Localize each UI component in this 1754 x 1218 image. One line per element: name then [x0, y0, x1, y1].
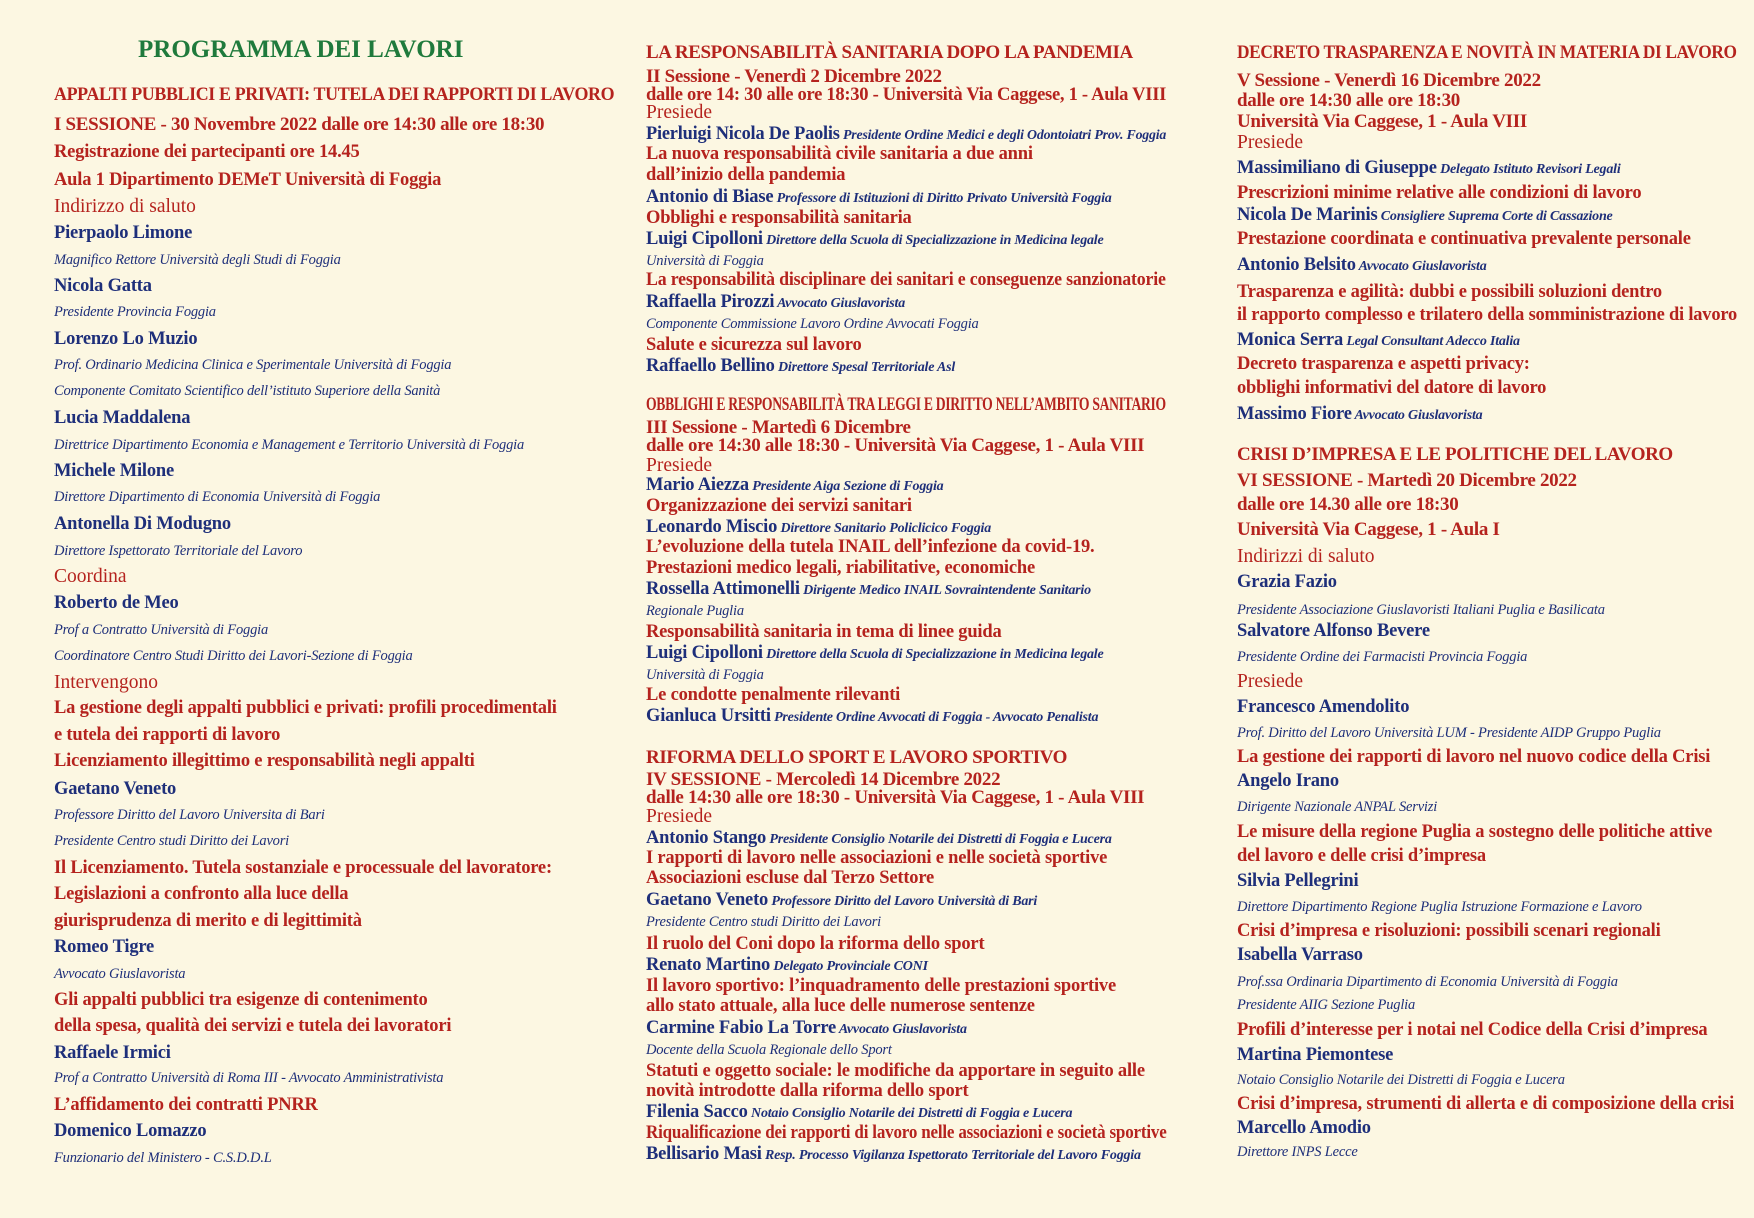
- speaker-role: [54, 544, 302, 559]
- speaker-name-text: Bellisario Masi: [646, 1143, 762, 1164]
- session-info-text: I SESSIONE - 30 Novembre 2022 dalle ore 14:30 alle ore 18:30: [54, 113, 545, 135]
- speaker-name-text: Pierpaolo Limone: [54, 222, 193, 243]
- talk-title: [1237, 748, 1710, 767]
- talk-title: [54, 885, 348, 904]
- speaker-name: [646, 707, 1098, 726]
- speaker-role: [54, 834, 289, 849]
- speaker-name-text: Michele Milone: [54, 460, 174, 481]
- speaker-role: [54, 305, 216, 320]
- speaker-name: [646, 188, 1112, 207]
- talk-title-text: Riqualificazione dei rapporti di lavoro nelle associazioni e società sportive: [646, 1122, 1167, 1143]
- speaker-name: [646, 829, 1112, 848]
- speaker-name: [646, 644, 1104, 663]
- speaker-role-inline: Avvocato Giuslavorista: [1354, 407, 1483, 423]
- speaker-role-inline: Professore Diritto del Lavoro Università di Bari: [771, 893, 1038, 909]
- talk-title-text: Obblighi e responsabilità sanitaria: [646, 207, 912, 228]
- speaker-role-text: Componente Commissione Lavoro Ordine Avvocati Foggia: [646, 316, 979, 332]
- speaker-name-text: Raffaele Irmici: [54, 1042, 171, 1063]
- speaker-role-inline: Presidente Aiga Sezione di Foggia: [752, 478, 944, 494]
- speaker-name-text: Lucia Maddalena: [54, 407, 191, 428]
- speaker-role-text: Prof. Ordinario Medicina Clinica e Sperimentale Università di Foggia: [54, 357, 452, 373]
- talk-title: [54, 912, 362, 931]
- speaker-role-text: Direttore Dipartimento di Economia Università di Foggia: [54, 489, 381, 505]
- speaker-name-text: Filenia Sacco: [646, 1101, 748, 1122]
- speaker-role-text: Prof a Contratto Università di Foggia: [54, 622, 268, 638]
- speaker-role-text: Prof.ssa Ordinaria Dipartimento di Economia Università di Foggia: [1237, 974, 1618, 990]
- speaker-name-text: Gianluca Ursitti: [646, 705, 771, 726]
- speaker-name: [646, 580, 1091, 599]
- speaker-name: [1237, 256, 1487, 275]
- speaker-name-text: Roberto de Meo: [54, 592, 179, 613]
- role-label-text: Presiede: [646, 101, 713, 123]
- speaker-name: [1237, 622, 1430, 641]
- role-label: [54, 567, 127, 587]
- talk-title: [646, 538, 1094, 557]
- session-info: [1237, 71, 1541, 90]
- speaker-role-inline: Presidente Ordine Medici e degli Odontoiatri Prov. Foggia: [843, 127, 1167, 143]
- speaker-name: [54, 938, 154, 957]
- speaker-role-inline: Delegato Provinciale CONI: [773, 958, 928, 974]
- speaker-role-text: Avvocato Giuslavorista: [54, 966, 186, 982]
- speaker-name-text: Grazia Fazio: [1237, 571, 1337, 592]
- role-label: [646, 456, 712, 476]
- speaker-role-inline: Delegato Istituto Revisori Legali: [1440, 161, 1621, 177]
- talk-title: [54, 991, 428, 1010]
- talk-title-text: Organizzazione dei servizi sanitari: [646, 495, 912, 516]
- section-heading-text: LA RESPONSABILITÀ SANITARIA DOPO LA PANDEMIA: [646, 41, 1133, 63]
- speaker-role: [54, 358, 451, 373]
- speaker-role: [1237, 1073, 1565, 1088]
- role-label: [1237, 133, 1303, 153]
- talk-title: [646, 497, 912, 516]
- speaker-name: [54, 409, 190, 428]
- speaker-role-text: Direttore Ispettorato Territoriale del Lavoro: [54, 543, 303, 559]
- speaker-role-text: Presidente AIIG Sezione Puglia: [1237, 997, 1416, 1013]
- speaker-name: [646, 293, 905, 312]
- role-label-text: Presiede: [1237, 131, 1304, 153]
- speaker-role-inline: Legal Consultant Adecco Italia: [1346, 333, 1520, 349]
- speaker-role: [1237, 726, 1661, 741]
- speaker-name: [1237, 698, 1409, 717]
- talk-title: [646, 869, 934, 888]
- talk-title-text: Il ruolo del Coni dopo la riforma dello sport: [646, 933, 985, 954]
- speaker-role-text: Componente Comitato Scientifico dell’istituto Superiore della Sanità: [54, 383, 441, 399]
- speaker-name: [1237, 331, 1520, 350]
- speaker-name-text: Gaetano Veneto: [54, 778, 177, 799]
- speaker-role: [54, 1071, 443, 1086]
- talk-title-text: Salute e sicurezza sul lavoro: [646, 334, 862, 355]
- talk-title-text: Crisi d’impresa e risoluzioni: possibili scenari regionali: [1237, 920, 1661, 941]
- speaker-role-text: Prof a Contratto Università di Roma III - Avvocato Amministrativista: [54, 1070, 444, 1086]
- speaker-name: [54, 330, 197, 349]
- role-label-text: Coordina: [54, 565, 127, 587]
- talk-title-text: Crisi d’impresa, strumenti di allerta e di composizione della crisi: [1237, 1093, 1735, 1114]
- speaker-name-text: Salvatore Alfonso Bevere: [1237, 620, 1430, 641]
- session-info-text: dalle ore 14: 30 alle ore 18:30 - Università Via Caggese, 1 - Aula VIII: [646, 83, 1167, 105]
- talk-title-text: Statuti e oggetto sociale: le modifiche da apportare in seguito alle: [646, 1060, 1145, 1081]
- speaker-role-text: Università di Foggia: [646, 667, 764, 683]
- speaker-name: [646, 518, 991, 537]
- speaker-name-text: Romeo Tigre: [54, 936, 155, 957]
- speaker-role-inline: Direttore della Scuola di Specializzazione in Medicina legale: [766, 646, 1104, 662]
- talk-title-text: della spesa, qualità dei servizi e tutela dei lavoratori: [54, 1015, 452, 1036]
- speaker-name-text: Francesco Amendolito: [1237, 696, 1410, 717]
- role-label-text: Intervengono: [54, 671, 158, 693]
- talk-title: [1237, 283, 1662, 302]
- speaker-name: [54, 594, 179, 613]
- programme-title: [138, 37, 463, 62]
- speaker-name: [646, 1145, 1141, 1164]
- speaker-name-text: Raffaello Bellino: [646, 355, 775, 376]
- role-label-text: Presiede: [1237, 670, 1304, 692]
- speaker-name-text: Antonio Belsito: [1237, 254, 1356, 275]
- section-heading-text: OBBLIGHI E RESPONSABILITÀ TRA LEGGI E DIRITTO NELL’AMBITO SANITARIO: [646, 393, 1166, 415]
- speaker-role-inline: Direttore della Scuola di Specializzazione in Medicina legale: [766, 232, 1104, 248]
- session-info-text: IV SESSIONE - Mercoledì 14 Dicembre 2022: [646, 768, 1001, 790]
- talk-title: [646, 977, 1116, 996]
- talk-title-text: Gli appalti pubblici tra esigenze di contenimento: [54, 989, 428, 1010]
- talk-title-text: La gestione degli appalti pubblici e privati: profili procedimentali: [54, 697, 557, 718]
- talk-title: [646, 1082, 969, 1101]
- role-label: [1237, 547, 1375, 567]
- talk-title: [646, 997, 1035, 1016]
- speaker-role: [646, 1043, 892, 1058]
- talk-title-text: Registrazione dei partecipanti ore 14.45: [54, 141, 360, 162]
- role-label-text: Indirizzi di saluto: [1237, 545, 1375, 567]
- speaker-name-text: Leonardo Miscio: [646, 516, 778, 537]
- speaker-role: [1237, 650, 1527, 665]
- talk-title: [646, 271, 1166, 290]
- session-info: [1237, 495, 1458, 514]
- speaker-role: [54, 1151, 272, 1166]
- speaker-role-inline: Direttore Sanitario Policlicico Foggia: [780, 520, 991, 536]
- section-heading: [54, 85, 614, 104]
- speaker-role-inline: Professore di Istituzioni di Diritto Privato Università Foggia: [776, 190, 1112, 206]
- speaker-name: [1237, 872, 1358, 891]
- speaker-name-text: Carmine Fabio La Torre: [646, 1017, 837, 1038]
- speaker-name: [646, 1103, 1072, 1122]
- session-info: [1237, 112, 1527, 131]
- speaker-role: [646, 254, 764, 269]
- talk-title: [1237, 184, 1641, 203]
- talk-title: [646, 686, 900, 705]
- speaker-role-text: Notaio Consiglio Notarile dei Distretti di Foggia e Lucera: [1237, 1072, 1565, 1088]
- session-info-text: dalle ore 14:30 alle ore 18:30: [1237, 89, 1460, 111]
- speaker-name: [646, 357, 955, 376]
- talk-title-text: Le misure della regione Puglia a sostegno delle politiche attive: [1237, 821, 1713, 842]
- speaker-name-text: Isabella Varraso: [1237, 944, 1363, 965]
- session-info-text: III Sessione - Martedì 6 Dicembre: [646, 416, 911, 438]
- speaker-name-text: Antonio Stango: [646, 827, 767, 848]
- speaker-name: [54, 277, 152, 296]
- speaker-role: [54, 649, 413, 664]
- speaker-name: [1237, 772, 1339, 791]
- talk-title-text: Aula 1 Dipartimento DEMeT Università di Foggia: [54, 169, 442, 190]
- speaker-role-text: Presidente Associazione Giuslavoristi Italiani Puglia e Basilicata: [1237, 602, 1605, 618]
- talk-title-text: Licenziamento illegittimo e responsabilità negli appalti: [54, 750, 475, 771]
- talk-title-text: obblighi informativi del datore di lavoro: [1237, 377, 1547, 398]
- speaker-name-text: Pierluigi Nicola De Paolis: [646, 123, 840, 144]
- speaker-role-text: Presidente Centro studi Diritto dei Lavori: [54, 833, 289, 849]
- talk-title-text: del lavoro e delle crisi d’impresa: [1237, 845, 1486, 866]
- talk-title: [646, 336, 862, 355]
- speaker-role-text: Direttore Dipartimento Regione Puglia Istruzione Formazione e Lavoro: [1237, 899, 1642, 915]
- session-info-text: VI SESSIONE - Martedì 20 Dicembre 2022: [1237, 469, 1577, 491]
- speaker-name: [646, 891, 1037, 910]
- speaker-role: [1237, 975, 1618, 990]
- talk-title: [54, 752, 475, 771]
- section-heading-text: CRISI D’IMPRESA E LE POLITICHE DEL LAVORO: [1237, 443, 1673, 465]
- speaker-role: [1237, 603, 1605, 618]
- session-info-text: II Sessione - Venerdì 2 Dicembre 2022: [646, 65, 942, 87]
- talk-title: [646, 145, 1033, 164]
- speaker-role: [54, 623, 268, 638]
- role-label: [646, 103, 712, 123]
- speaker-name-text: Martina Piemontese: [1237, 1044, 1394, 1065]
- speaker-name: [1237, 159, 1621, 178]
- talk-title: [1237, 306, 1737, 325]
- speaker-name-text: Marcello Amodio: [1237, 1117, 1371, 1138]
- talk-title: [646, 559, 1035, 578]
- speaker-role-inline: Presidente Consiglio Notarile dei Distretti di Foggia e Lucera: [769, 831, 1112, 847]
- talk-title: [646, 1124, 1167, 1143]
- speaker-name: [54, 1122, 206, 1141]
- speaker-name-text: Antonio di Biase: [646, 186, 774, 207]
- talk-title-text: Prestazioni medico legali, riabilitative, economiche: [646, 557, 1035, 578]
- talk-title: [646, 1062, 1145, 1081]
- talk-title-text: Trasparenza e agilità: dubbi e possibili soluzioni dentro: [1237, 281, 1662, 302]
- talk-title-text: Prestazione coordinata e continuativa prevalente personale: [1237, 228, 1691, 249]
- talk-title-text: allo stato attuale, alla luce delle numerose sentenze: [646, 995, 1035, 1016]
- session-info: [1237, 471, 1577, 490]
- speaker-name: [646, 125, 1166, 144]
- speaker-role-text: Docente della Scuola Regionale dello Sport: [646, 1042, 892, 1058]
- talk-title: [646, 623, 1002, 642]
- speaker-name-text: Raffaella Pirozzi: [646, 291, 775, 312]
- speaker-name: [54, 515, 231, 534]
- speaker-role: [54, 967, 185, 982]
- speaker-role: [54, 438, 524, 453]
- talk-title: [1237, 1095, 1734, 1114]
- session-info: [1237, 91, 1460, 110]
- role-label: [54, 673, 158, 693]
- role-label: [54, 197, 196, 217]
- speaker-role: [646, 604, 744, 619]
- role-label-text: Presiede: [646, 805, 713, 827]
- section-heading: [646, 43, 1133, 62]
- speaker-role-text: Presidente Provincia Foggia: [54, 304, 216, 320]
- section-heading-text: APPALTI PUBBLICI E PRIVATI: TUTELA DEI RAPPORTI DI LAVORO: [54, 83, 615, 105]
- speaker-role: [646, 317, 979, 332]
- speaker-name: [54, 462, 174, 481]
- section-heading-text: DECRETO TRASPARENZA E NOVITÀ IN MATERIA DI LAVORO: [1237, 41, 1737, 63]
- role-label-text: Indirizzo di saluto: [54, 195, 196, 217]
- talk-title-text: Profili d’interesse per i notai nel Codice della Crisi d’impresa: [1237, 1019, 1708, 1040]
- role-label: [646, 807, 712, 827]
- speaker-role-text: Direttrice Dipartimento Economia e Management e Territorio Università di Foggia: [54, 437, 525, 453]
- talk-title-text: dall’inizio della pandemia: [646, 164, 846, 185]
- role-label: [1237, 672, 1303, 692]
- talk-title-text: Il lavoro sportivo: l’inquadramento delle prestazioni sportive: [646, 975, 1116, 996]
- speaker-name: [54, 780, 176, 799]
- talk-title: [646, 935, 984, 954]
- speaker-name-text: Luigi Cipolloni: [646, 228, 763, 249]
- talk-title-text: il rapporto complesso e trilatero della somministrazione di lavoro: [1237, 304, 1737, 325]
- talk-title: [1237, 922, 1661, 941]
- session-info: [1237, 520, 1500, 539]
- speaker-role: [1237, 998, 1415, 1013]
- section-heading: [1237, 445, 1673, 464]
- session-info: [54, 115, 544, 134]
- session-info-text: Università Via Caggese, 1 - Aula I: [1237, 518, 1500, 540]
- speaker-role-text: Direttore INPS Lecce: [1237, 1144, 1358, 1160]
- speaker-name-text: Gaetano Veneto: [646, 889, 769, 910]
- speaker-role: [54, 253, 341, 268]
- talk-title: [1237, 355, 1530, 374]
- speaker-name-text: Antonella Di Modugno: [54, 513, 231, 534]
- speaker-name: [646, 1019, 967, 1038]
- talk-title-text: Le condotte penalmente rilevanti: [646, 684, 901, 705]
- speaker-role-text: Funzionario del Ministero - C.S.D.D.L: [54, 1150, 272, 1166]
- talk-title: [1237, 379, 1546, 398]
- speaker-role-inline: Direttore Spesal Territoriale Asl: [777, 359, 956, 375]
- speaker-name-text: Nicola De Marinis: [1237, 204, 1378, 225]
- talk-title: [54, 859, 552, 878]
- talk-title: [54, 726, 280, 745]
- programme-title-text: PROGRAMMA DEI LAVORI: [138, 36, 464, 63]
- speaker-role-text: Dirigente Nazionale ANPAL Servizi: [1237, 799, 1438, 815]
- speaker-name-text: Rossella Attimonelli: [646, 578, 800, 599]
- speaker-name: [54, 1044, 171, 1063]
- session-info-text: dalle ore 14.30 alle ore 18:30: [1237, 493, 1459, 515]
- speaker-name-text: Lorenzo Lo Muzio: [54, 328, 198, 349]
- talk-title-text: La responsabilità disciplinare dei sanitari e conseguenze sanzionatorie: [646, 269, 1166, 290]
- speaker-name: [1237, 206, 1613, 225]
- speaker-role-inline: Resp. Processo Vigilanza Ispettorato Territoriale del Lavoro Foggia: [765, 1147, 1141, 1163]
- speaker-name-text: Nicola Gatta: [54, 275, 152, 296]
- talk-title: [646, 849, 1107, 868]
- talk-title: [1237, 847, 1486, 866]
- session-info: [646, 436, 1144, 455]
- talk-title: [1237, 1021, 1707, 1040]
- speaker-name: [1237, 573, 1337, 592]
- speaker-role-inline: Dirigente Medico INAIL Sovraintendente Sanitario: [803, 582, 1091, 598]
- speaker-name-text: Domenico Lomazzo: [54, 1120, 207, 1141]
- section-heading-text: RIFORMA DELLO SPORT E LAVORO SPORTIVO: [646, 746, 1068, 768]
- talk-title: [1237, 823, 1712, 842]
- session-info-text: dalle 14:30 alle ore 18:30 - Università Via Caggese, 1 - Aula VIII: [646, 786, 1145, 808]
- speaker-role-inline: Avvocato Giuslavorista: [838, 1021, 967, 1037]
- talk-title-text: La gestione dei rapporti di lavoro nel nuovo codice della Crisi: [1237, 746, 1711, 767]
- speaker-role: [54, 384, 440, 399]
- speaker-name-text: Mario Aiezza: [646, 474, 749, 495]
- session-info-text: V Sessione - Venerdì 16 Dicembre 2022: [1237, 69, 1541, 91]
- speaker-role: [1237, 900, 1642, 915]
- talk-title-text: Associazioni escluse dal Terzo Settore: [646, 867, 935, 888]
- speaker-role: [646, 915, 881, 930]
- speaker-name-text: Massimo Fiore: [1237, 403, 1352, 424]
- speaker-name-text: Renato Martino: [646, 954, 771, 975]
- section-heading: [646, 748, 1067, 767]
- speaker-role-inline: Notaio Consiglio Notarile dei Distretti di Foggia e Lucera: [751, 1105, 1073, 1121]
- speaker-role-text: Professore Diritto del Lavoro Universita di Bari: [54, 807, 325, 823]
- speaker-name: [1237, 405, 1482, 424]
- session-info: [646, 85, 1166, 104]
- talk-title-text: giurisprudenza di merito e di legittimità: [54, 910, 362, 931]
- speaker-role: [54, 808, 325, 823]
- talk-title: [54, 1017, 451, 1036]
- talk-title-text: La nuova responsabilità civile sanitaria a due anni: [646, 143, 1033, 164]
- speaker-role-text: Presidente Ordine dei Farmacisti Provincia Foggia: [1237, 649, 1528, 665]
- speaker-name: [54, 224, 192, 243]
- speaker-role-text: Presidente Centro studi Diritto dei Lavori: [646, 914, 881, 930]
- speaker-name-text: Monica Serra: [1237, 329, 1343, 350]
- speaker-role: [646, 668, 764, 683]
- speaker-role-inline: Consigliere Suprema Corte di Cassazione: [1380, 208, 1613, 224]
- speaker-name: [646, 476, 943, 495]
- speaker-name-text: Massimiliano di Giuseppe: [1237, 157, 1437, 178]
- speaker-name: [646, 230, 1104, 249]
- talk-title: [54, 143, 360, 162]
- speaker-name: [1237, 1119, 1371, 1138]
- speaker-role-text: Magnifico Rettore Università degli Studi di Foggia: [54, 252, 341, 268]
- section-heading: [646, 395, 1166, 414]
- speaker-name-text: Luigi Cipolloni: [646, 642, 763, 663]
- speaker-role-text: Università di Foggia: [646, 253, 764, 269]
- session-info-text: Università Via Caggese, 1 - Aula VIII: [1237, 110, 1527, 132]
- speaker-name-text: Angelo Irano: [1237, 770, 1339, 791]
- speaker-role-text: Prof. Diritto del Lavoro Università LUM - Presidente AIDP Gruppo Puglia: [1237, 725, 1661, 741]
- speaker-name: [1237, 946, 1363, 965]
- talk-title-text: Legislazioni a confronto alla luce della: [54, 883, 349, 904]
- talk-title-text: novità introdotte dalla riforma dello sport: [646, 1080, 969, 1101]
- session-info: [646, 788, 1144, 807]
- speaker-role: [1237, 800, 1437, 815]
- talk-title: [54, 1096, 318, 1115]
- talk-title: [646, 166, 845, 185]
- speaker-name-text: Silvia Pellegrini: [1237, 870, 1359, 891]
- talk-title: [1237, 230, 1691, 249]
- talk-title: [54, 699, 557, 718]
- talk-title-text: L’affidamento dei contratti PNRR: [54, 1094, 318, 1115]
- speaker-name: [1237, 1046, 1393, 1065]
- talk-title-text: Decreto trasparenza e aspetti privacy:: [1237, 353, 1530, 374]
- talk-title-text: I rapporti di lavoro nelle associazioni e nelle società sportive: [646, 847, 1108, 868]
- talk-title-text: L’evoluzione della tutela INAIL dell’infezione da covid-19.: [646, 536, 1095, 557]
- talk-title: [646, 209, 912, 228]
- speaker-name: [646, 956, 928, 975]
- speaker-role: [54, 490, 380, 505]
- talk-title-text: e tutela dei rapporti di lavoro: [54, 724, 281, 745]
- session-info-text: dalle ore 14:30 alle 18:30 - Università Via Caggese, 1 - Aula VIII: [646, 434, 1145, 456]
- role-label-text: Presiede: [646, 454, 713, 476]
- talk-title: [54, 171, 441, 190]
- speaker-role-inline: Avvocato Giuslavorista: [777, 295, 906, 311]
- speaker-role-inline: Presidente Ordine Avvocati di Foggia - Avvocato Penalista: [774, 709, 1099, 725]
- speaker-role-inline: Avvocato Giuslavorista: [1358, 258, 1487, 274]
- section-heading: [1237, 43, 1737, 62]
- talk-title-text: Responsabilità sanitaria in tema di linee guida: [646, 621, 1002, 642]
- speaker-role-text: Regionale Puglia: [646, 603, 744, 619]
- talk-title-text: Prescrizioni minime relative alle condizioni di lavoro: [1237, 182, 1642, 203]
- talk-title-text: Il Licenziamento. Tutela sostanziale e processuale del lavoratore:: [54, 857, 552, 878]
- speaker-role: [1237, 1145, 1358, 1160]
- speaker-role-text: Coordinatore Centro Studi Diritto dei Lavori-Sezione di Foggia: [54, 648, 413, 664]
